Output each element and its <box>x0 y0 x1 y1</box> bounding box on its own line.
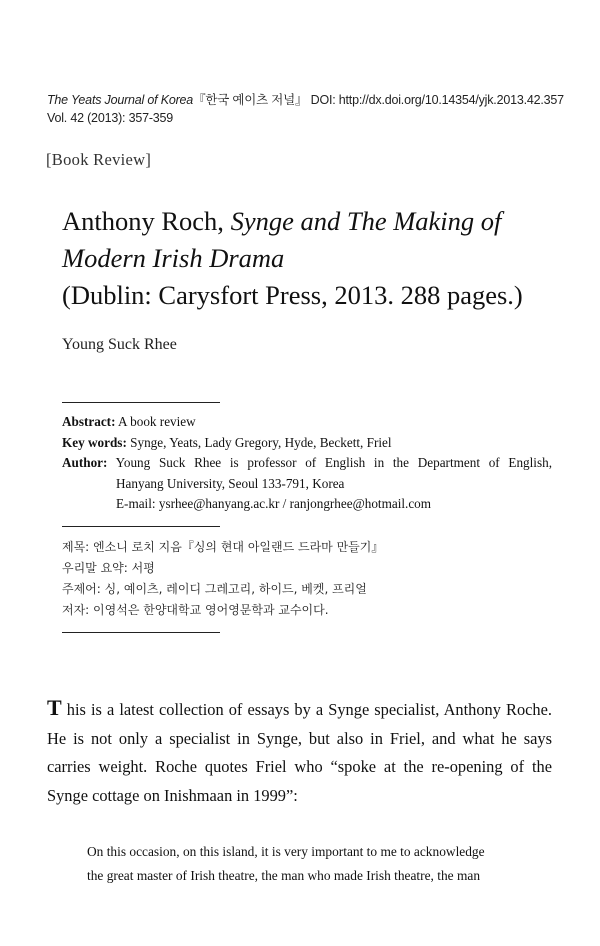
title-author: Anthony Roch, <box>62 206 231 236</box>
korean-title-text: 엔소니 로치 지음『싱의 현대 아일랜드 드라마 만들기』 <box>89 540 384 554</box>
journal-title-line <box>47 91 587 109</box>
book-title-part1: Synge and The Making of <box>230 206 502 236</box>
keywords-text: Synge, Yeats, Lady Gregory, Hyde, Beckett, Friel <box>126 434 392 450</box>
divider-top <box>62 402 220 403</box>
author-text: Young Suck Rhee is professor of English in the Department of English, <box>107 455 552 470</box>
quote-line-1: On this occasion, on this island, it is very important to me to acknowledge <box>87 844 485 859</box>
title-line-1 <box>62 203 582 240</box>
journal-title: The Yeats Journal of Korea <box>47 93 194 107</box>
korean-metadata <box>62 537 552 621</box>
korean-author-label: 저자: <box>62 603 90 617</box>
book-title-part2: Modern Irish Drama <box>62 243 285 273</box>
abstract-line <box>62 412 552 433</box>
korean-title-line <box>62 537 552 558</box>
divider-middle <box>62 526 220 527</box>
publication-info: (Dublin: Carysfort Press, 2013. 288 pages.) <box>62 280 523 310</box>
author-email: E-mail: ysrhee@hanyang.ac.kr / ranjongrhee@hotmail.com <box>116 496 432 511</box>
korean-author-text: 이영석은 한양대학교 영어영문학과 교수이다. <box>89 603 329 617</box>
body-paragraph <box>47 694 552 810</box>
journal-korean-title: 『한국 예이츠 저널』 <box>193 93 308 107</box>
journal-volume: Vol. 42 (2013): 357-359 <box>47 111 174 125</box>
korean-summary-text: 서평 <box>127 561 155 575</box>
english-metadata <box>62 412 552 515</box>
reviewer-name: Young Suck Rhee <box>62 336 177 353</box>
journal-citation <box>47 91 587 127</box>
body-paragraph-text: his is a latest collection of essays by a Synge specialist, Anthony Roche. He is not only a specialist in Synge, but also in Friel, and what he says carries weight. Roche quotes Friel who “spoke at the re-opening of the Synge cottage on Inishmaan in 1999”: <box>47 700 552 805</box>
author-label: Author: <box>62 455 108 470</box>
korean-keywords-text: 싱, 예이츠, 레이디 그레고리, 하이드, 베켓, 프리얼 <box>100 582 367 596</box>
korean-title-label: 제목: <box>62 540 90 554</box>
author-line <box>62 453 552 474</box>
korean-keywords-line <box>62 579 552 600</box>
journal-doi: DOI: http://dx.doi.org/10.14354/yjk.2013.42.357 <box>307 93 564 107</box>
divider-bottom <box>62 632 220 633</box>
korean-summary-label: 우리말 요약: <box>62 561 128 575</box>
korean-author-line <box>62 600 552 621</box>
korean-keywords-label: 주제어: <box>62 582 101 596</box>
korean-summary-line <box>62 558 552 579</box>
drop-cap: T <box>47 695 62 720</box>
quote-line-2: the great master of Irish theatre, the man who made Irish theatre, the man <box>87 867 481 883</box>
section-label: [Book Review] <box>46 150 152 169</box>
review-title <box>62 203 582 314</box>
abstract-label: Abstract: <box>62 414 116 429</box>
keywords-line <box>62 433 552 454</box>
abstract-text: A book review <box>115 414 196 429</box>
keywords-label: Key words: <box>62 434 127 450</box>
author-affiliation: Hanyang University, Seoul 133-791, Korea <box>116 475 345 491</box>
block-quote <box>87 840 517 887</box>
